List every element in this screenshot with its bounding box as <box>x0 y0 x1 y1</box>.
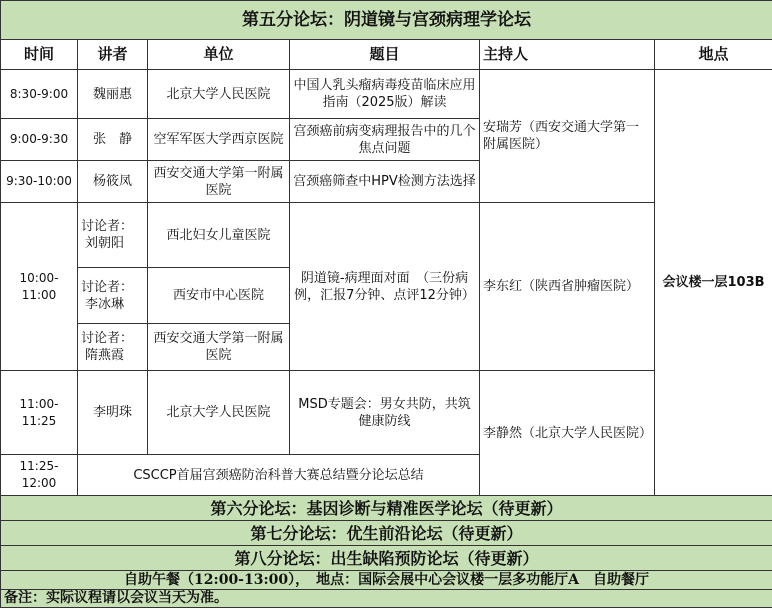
host-discussion: 李东红（陕西省肿瘤医院） <box>480 203 655 371</box>
row-speaker: 杨筱凤 <box>78 161 148 203</box>
row-time: 9:00-9:30 <box>1 119 78 161</box>
discussion-time: 10:00-11:00 <box>1 203 78 371</box>
discussant-role: 讨论者： <box>81 279 134 295</box>
header-row <box>1 40 772 70</box>
venue-place: 会议楼一层103B <box>655 70 772 496</box>
agenda-note: 备注：实际议程请以会议当天为准。 <box>1 590 772 608</box>
discussant-name: 刘朝阳 <box>85 236 125 251</box>
header-topic: 题目 <box>290 40 480 70</box>
host-late: 李静然（北京大学人民医院） <box>480 371 655 496</box>
row-speaker: 张 静 <box>78 119 148 161</box>
discussant-cell <box>78 203 148 268</box>
header-host: 主持人 <box>480 40 655 70</box>
discussant-unit: 西安市中心医院 <box>148 268 290 324</box>
pending-forum-row <box>1 521 772 546</box>
forum-title: 第五分论坛：阴道镜与宫颈病理学论坛 <box>1 1 772 40</box>
lunch-info: 自助午餐（12:00-13:00）， 地点：国际会展中心会议楼一层多功能厅A 自助餐厅 <box>1 571 772 590</box>
header-unit: 单位 <box>148 40 290 70</box>
header-speaker: 讲者 <box>78 40 148 70</box>
pending-forum-7: 第七分论坛：优生前沿论坛（待更新） <box>1 521 772 546</box>
discussant-role: 讨论者： <box>81 331 134 346</box>
row-time: 9:30-10:00 <box>1 161 78 203</box>
closing-text: CSCCP首届宫颈癌防治科普大赛总结暨分论坛总结 <box>78 455 480 496</box>
closing-time: 11:25-12:00 <box>1 455 78 496</box>
discussant-unit: 西安交通大学第一附属医院 <box>148 324 290 371</box>
pending-forum-6: 第六分论坛：基因诊断与精准医学论坛（待更新） <box>1 496 772 521</box>
forum-title-row <box>1 1 772 40</box>
msd-speaker: 李明珠 <box>78 371 148 455</box>
pending-forum-row <box>1 496 772 521</box>
discussion-topic: 阴道镜-病理面对面 （三份病例，汇报7分钟、点评12分钟） <box>290 203 480 371</box>
table-row <box>1 70 772 119</box>
discussant-cell <box>78 324 148 371</box>
row-unit: 西安交通大学第一附属医院 <box>148 161 290 203</box>
header-time: 时间 <box>1 40 78 70</box>
row-topic: 宫颈癌筛查中HPV检测方法选择 <box>290 161 480 203</box>
msd-time: 11:00-11:25 <box>1 371 78 455</box>
row-topic: 中国人乳头瘤病毒疫苗临床应用指南（2025版）解读 <box>290 70 480 119</box>
discussant-unit: 西北妇女儿童医院 <box>148 203 290 268</box>
row-topic: 宫颈癌前病变病理报告中的几个焦点问题 <box>290 119 480 161</box>
discussant-cell <box>78 268 148 324</box>
lunch-row <box>1 571 772 590</box>
row-unit: 空军军医大学西京医院 <box>148 119 290 161</box>
row-time: 8:30-9:00 <box>1 70 78 119</box>
row-speaker: 魏丽惠 <box>78 70 148 119</box>
discussant-name: 李冰琳 <box>85 296 125 312</box>
note-row <box>1 590 772 608</box>
header-place: 地点 <box>655 40 772 70</box>
discussant-name: 隋燕霞 <box>85 348 125 363</box>
pending-forum-8: 第八分论坛：出生缺陷预防论坛（待更新） <box>1 546 772 571</box>
row-unit: 北京大学人民医院 <box>148 70 290 119</box>
discussant-role: 讨论者： <box>81 219 134 234</box>
msd-topic: MSD专题会：男女共防，共筑健康防线 <box>290 371 480 455</box>
pending-forum-row <box>1 546 772 571</box>
host-morning: 安瑞芳（西安交通大学第一附属医院） <box>480 70 655 203</box>
msd-unit: 北京大学人民医院 <box>148 371 290 455</box>
